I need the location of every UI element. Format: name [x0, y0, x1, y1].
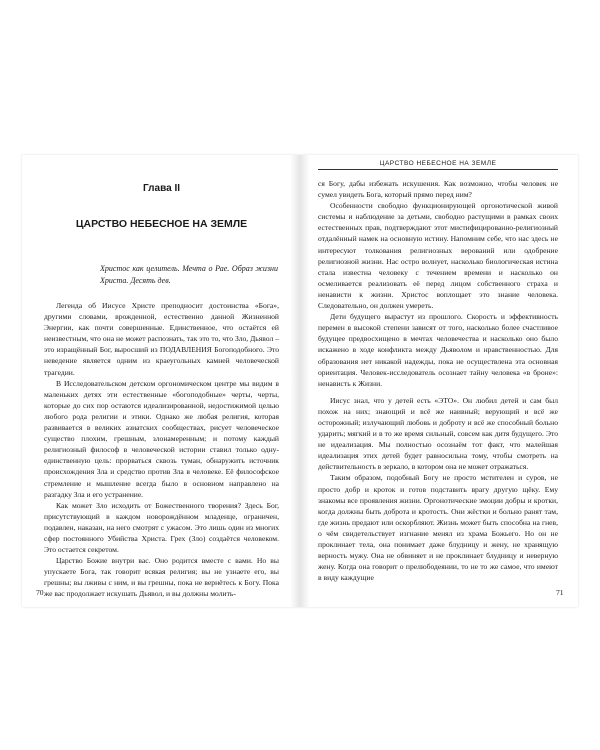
left-page-body	[44, 300, 279, 600]
right-paragraph-1: ся Богу, дабы избежать искушения. Как возможно, чтобы человек не сумел увидеть Бога, который прямо перед ним?	[318, 179, 558, 200]
chapter-title: ЦАРСТВО НЕБЕСНОЕ НА ЗЕМЛЕ	[75, 218, 248, 230]
left-page-number: 70	[36, 588, 44, 597]
right-page-number: 71	[556, 588, 564, 597]
right-page-body	[318, 178, 558, 583]
epigraph: Христос как целитель. Мечта о Рае. Образ жизни Христа. Десять дев.	[100, 264, 278, 285]
left-paragraph-3: Как может Зло исходить от Божественного творения? Здесь Бог, присутствующий в каждом новорождённом младенце, ограничен, подавлен, наказан, на него смотрят с ужасом. Это лишь один из многих сфер постоянного Убийства Христа. Грех (Зло) создаётся человеком. Это остается секретом.	[44, 500, 279, 555]
right-paragraph-5: Таким образом, подобный Богу не просто мстителен и суров, не просто добр и кроток и готов подставить врагу другую щёку. Ему знакомы все проявления жизни. Оргонотические эмоции добры и кротки, когда должны быть доброта и кротость. Они жёстки и больно ранят там, где жизнь предают или оскорбляют. Жизнь может быть способна на гнев, о чём свидетельствует изгнание менял из храма Божьего. Но он не проклинает тела, она понимает даже блудницу и жену, не хранящую верность мужу. Она не обвиняет и не проклинает блудницу и неверную жену. Когда она говорит о прелюбодеянии, то не то же самое, что имеют в виду каждущие	[318, 473, 558, 583]
right-paragraph-4: Иисус знал, что у детей есть «ЭТО». Он любил детей и сам был похож на них; знающий и всё же наивный; верующий и всё же осторожный; излучающий любовь и доброту и всё же способный больно ударить; мягкий и в то же время сильный, совсем как дитя будущего. Это не идеализация. Мы полностью осознаём тот факт, что малейшая идеализация этих детей будет равносильна тому, чтобы смотреть на действительность в зеркало, в котором она не может отражаться.	[318, 395, 558, 472]
book-gutter	[290, 155, 310, 607]
left-paragraph-4: Царство Божие внутри вас. Оно родится вместе с вами. Но вы упускаете Бога, так говорит всякая религия; вы не узнаете его, вы грешны; вы лживы с ним, и вы грешны, пока не вернётесь к Богу. Пока же вас продолжает искушать Дьявол, и вы должны молить-	[44, 556, 279, 599]
right-paragraph-2: Особенности свободно функционирующей оргонотической живой системы и наблюдение за детьми, свободно растущими в рамках своих естественных прав, подтверждают этот мистифицированно-религиозный отдалённый намек на основную истину. Напомним себе, что нас здесь не интересуют толкования религиозных верований или одобрение религиозной жизни. Нас остро волнует, насколько биологическая истина стала известна человеку с течением времени и насколько он осмеливается реализовать её перед лицом собственного страха и ненависти к жизни. Христос воплощает это знание человека. Следовательно, он должен умереть.	[318, 201, 558, 311]
chapter-number: Глава II	[143, 183, 180, 194]
running-header: ЦАРСТВО НЕБЕСНОЕ НА ЗЕМЛЕ	[318, 160, 558, 170]
right-paragraph-3: Дети будущего вырастут из прошлого. Скорость и эффективность перемен в высокой степени зависят от того, насколько более счастливое будущее предвосхищено в мечтах человечества и насколько оно было искажено в ходе конфликта между Дьяволом и нравственностью. Для образования нет никакой надежды, пока не осуществлена эта основная ориентация. Человек-исследователь осознает тайну человека «в броне»: ненависть к Жизни.	[318, 312, 558, 388]
left-paragraph-2: В Исследовательском детском оргономическом центре мы видим в маленьких детях эти естественные «богоподобные» черты, черты, которые до сих пор остаются идеализированной, недостижимой целью любого рода религии и этики. Однако же любая религия, которая развивается в великих азиатских сообществах, рисует человеческое существо плохим, грешным, злонамеренным; и потому каждый религиозный философ в человеческой истории ставил только одну-единственную цель: прорваться сквозь туман, обнаружить источник происхождения Зла и средство против Зла в человеке. Её философское стремление и мышление всегда было в основном направлено на разгадку Зла и его устранение.	[44, 378, 279, 499]
left-paragraph-1: Легенда об Иисусе Христе преподносит достоинства «Бога», другими словами, врожденной, естественно данной Жизненной Энергии, как почти совершенные. Единственное, что остаётся ей неизвестным, что она не может распознать, так это то, что Зло, Дьявол – это изращённый Бог, выросший из ПОДАВЛЕНИЯ Богоподобного. Это неведение является одним из краеугольных камней человеческой трагедии.	[44, 301, 279, 377]
